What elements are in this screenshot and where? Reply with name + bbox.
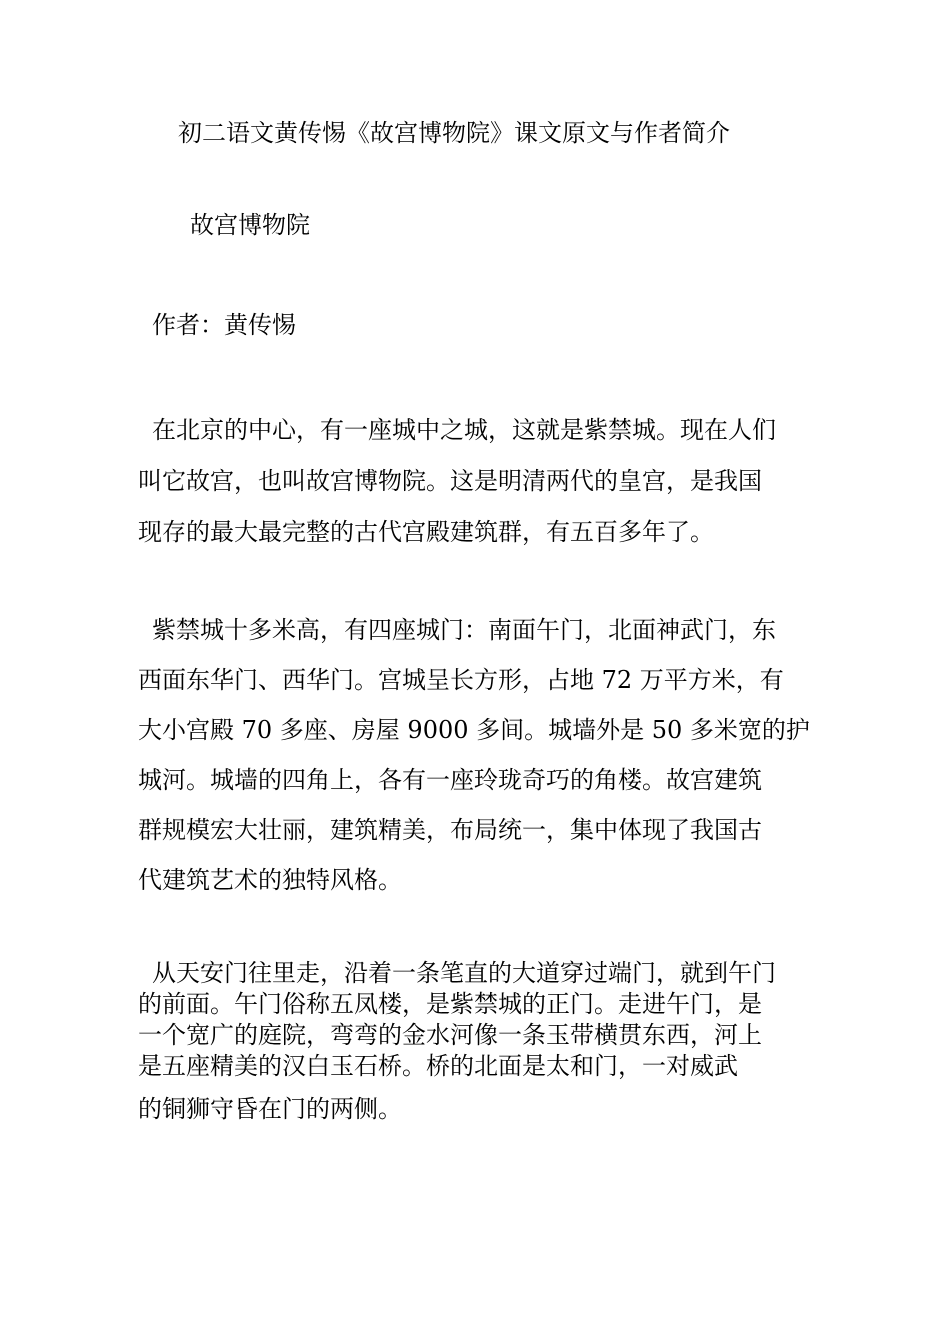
paragraph-line: 是五座精美的汉白玉石桥。桥的北面是太和门，一对威武 (138, 1052, 738, 1080)
paragraph-line: 大小宫殿 70 多座、房屋 9000 多间。城墙外是 50 多米宽的护 (138, 716, 810, 744)
paragraph-3 (138, 958, 818, 1082)
article-title: 故宫博物院 (190, 211, 310, 239)
paragraph-line: 的前面。午门俗称五凤楼，是紫禁城的正门。走进午门，是 (138, 990, 762, 1018)
paragraph-line: 城河。城墙的四角上，各有一座玲珑奇巧的角楼。故宫建筑 (138, 766, 762, 794)
paragraph-line: 一个宽广的庭院，弯弯的金水河像一条玉带横贯东西，河上 (138, 1021, 762, 1049)
paragraph-line: 现存的最大最完整的古代宫殿建筑群，有五百多年了。 (138, 518, 714, 546)
paragraph-line: 从天安门往里走，沿着一条笔直的大道穿过端门，就到午门 (152, 959, 776, 987)
document-title: 初二语文黄传惕《故宫博物院》课文原文与作者简介 (178, 119, 730, 147)
paragraph-line: 叫它故宫，也叫故宫博物院。这是明清两代的皇宫，是我国 (138, 467, 762, 495)
paragraph-line: 在北京的中心，有一座城中之城，这就是紫禁城。现在人们 (152, 416, 776, 444)
paragraph-1 (138, 405, 818, 558)
author-line: 作者：黄传惕 (152, 311, 296, 339)
paragraph-line: 群规模宏大壮丽，建筑精美，布局统一，集中体现了我国古 (138, 816, 762, 844)
paragraph-2 (138, 605, 818, 905)
paragraph-line: 紫禁城十多米高，有四座城门：南面午门，北面神武门，东 (152, 616, 776, 644)
paragraph-line: 西面东华门、西华门。宫城呈长方形，占地 72 万平方米，有 (138, 666, 784, 694)
paragraph-line: 的铜狮守昏在门的两侧。 (138, 1095, 402, 1123)
paragraph-line: 代建筑艺术的独特风格。 (138, 866, 402, 894)
